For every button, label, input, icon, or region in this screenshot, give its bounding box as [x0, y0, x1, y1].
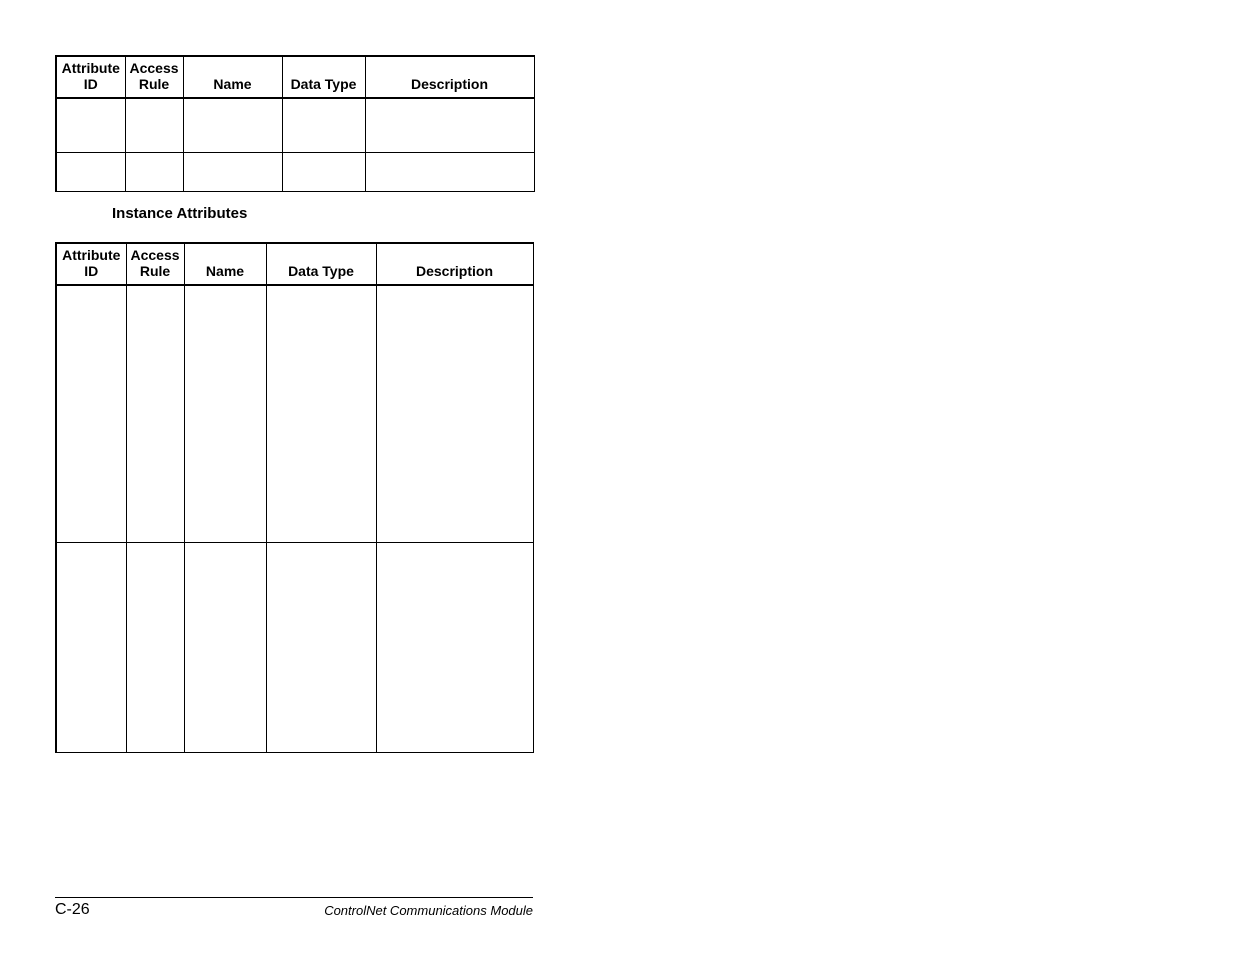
- cell-access-rule: [126, 542, 184, 752]
- footer-document-title: ControlNet Communications Module: [324, 903, 533, 918]
- header-attribute-id: Attribute ID: [56, 243, 126, 285]
- class-attributes-table: [55, 55, 535, 192]
- cell-name: [183, 152, 282, 191]
- header-name: Name: [183, 56, 282, 98]
- cell-description: [376, 542, 533, 752]
- header-data-type: Data Type: [282, 56, 365, 98]
- cell-attribute-id: [56, 542, 126, 752]
- table-header-row: [56, 243, 533, 285]
- cell-data-type: [266, 285, 376, 542]
- table-row: [56, 152, 534, 191]
- footer-divider: [55, 897, 533, 898]
- header-access-rule: Access Rule: [126, 243, 184, 285]
- header-name: Name: [184, 243, 266, 285]
- cell-name: [183, 98, 282, 152]
- cell-data-type: [282, 98, 365, 152]
- cell-name: [184, 542, 266, 752]
- table-row: [56, 542, 533, 752]
- cell-description: [365, 152, 534, 191]
- table-row: [56, 285, 533, 542]
- table-row: [56, 98, 534, 152]
- cell-description: [376, 285, 533, 542]
- cell-attribute-id: [56, 285, 126, 542]
- cell-attribute-id: [56, 98, 125, 152]
- header-attribute-id: Attribute ID: [56, 56, 125, 98]
- instance-attributes-table: [55, 242, 534, 753]
- cell-data-type: [266, 542, 376, 752]
- cell-data-type: [282, 152, 365, 191]
- cell-name: [184, 285, 266, 542]
- cell-access-rule: [125, 98, 183, 152]
- header-description: Description: [365, 56, 534, 98]
- section-heading: Instance Attributes: [112, 205, 248, 222]
- cell-attribute-id: [56, 152, 125, 191]
- cell-description: [365, 98, 534, 152]
- table-header-row: [56, 56, 534, 98]
- cell-access-rule: [126, 285, 184, 542]
- header-data-type: Data Type: [266, 243, 376, 285]
- header-access-rule: Access Rule: [125, 56, 183, 98]
- page-number: C-26: [55, 901, 90, 918]
- header-description: Description: [376, 243, 533, 285]
- cell-access-rule: [125, 152, 183, 191]
